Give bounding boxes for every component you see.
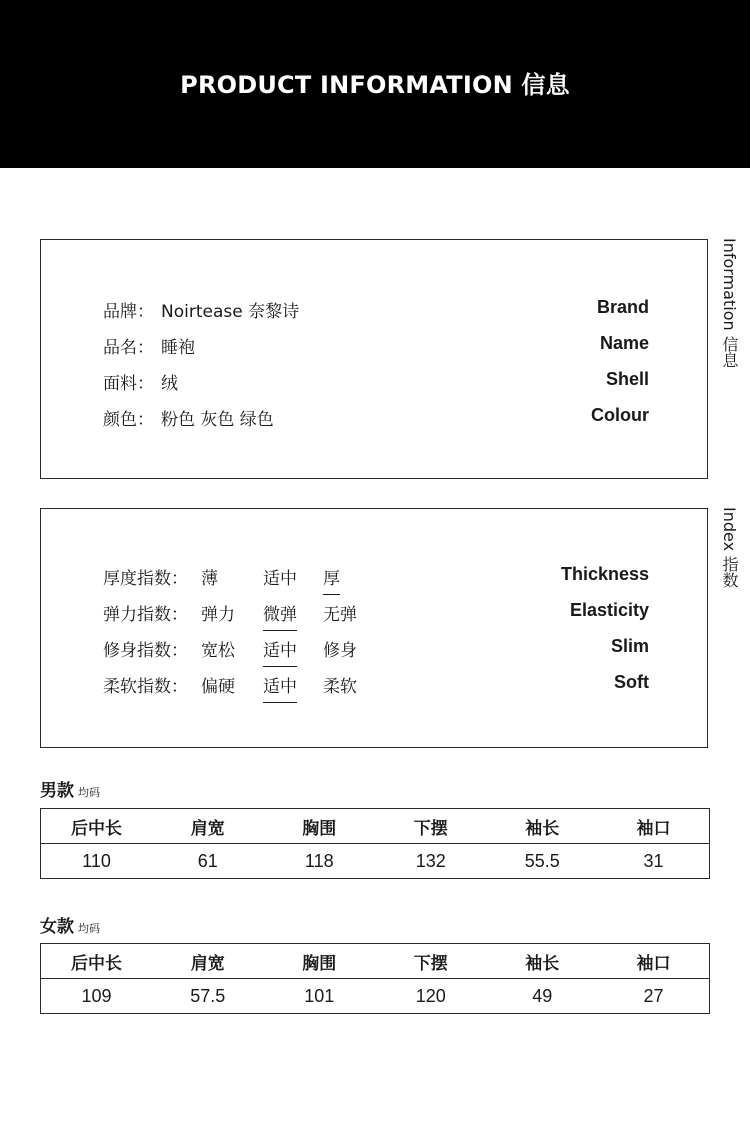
info-row-shell [103, 369, 649, 399]
info-label: 颜色： [103, 410, 154, 430]
index-option-selected: 厚 [323, 564, 340, 595]
table-row [41, 844, 710, 879]
index-side-label: Index 指数 [720, 507, 739, 589]
table-header-cell: 下摆 [375, 944, 487, 979]
info-label-en: Brand [596, 297, 649, 317]
table-header-cell: 后中长 [41, 944, 153, 979]
table-cell: 120 [375, 979, 487, 1014]
index-option-selected: 微弹 [263, 600, 297, 631]
women-size-table [40, 943, 710, 1014]
women-title: 女款 [40, 917, 74, 937]
index-option: 柔软 [323, 677, 357, 697]
table-header-cell: 肩宽 [152, 809, 264, 844]
men-section-title [40, 776, 100, 801]
index-label-en: Soft [614, 672, 649, 692]
index-option-selected: 适中 [263, 672, 297, 703]
table-header-cell: 胸围 [264, 944, 376, 979]
info-value: 粉色 灰色 绿色 [161, 410, 274, 430]
info-row-colour [103, 405, 649, 435]
index-row-thickness [103, 564, 649, 594]
info-row-brand [103, 297, 649, 327]
men-size-table [40, 808, 710, 879]
info-label-en: Name [599, 333, 649, 353]
index-label: 弹力指数： [103, 605, 188, 625]
page-title: PRODUCT INFORMATION 信息 [180, 70, 570, 99]
info-label: 面料： [103, 374, 154, 394]
index-label-en: Slim [610, 636, 649, 656]
table-cell: 27 [598, 979, 710, 1014]
table-header-row [41, 809, 710, 844]
table-row [41, 979, 710, 1014]
index-row-elasticity [103, 600, 649, 630]
index-label: 修身指数： [103, 641, 188, 661]
info-value: 睡袍 [161, 338, 195, 358]
table-cell: 57.5 [152, 979, 264, 1014]
info-row-name [103, 333, 649, 363]
info-value: 绒 [161, 374, 178, 394]
women-section-title [40, 912, 100, 937]
men-title: 男款 [40, 781, 74, 801]
table-header-row [41, 944, 710, 979]
index-option: 偏硬 [201, 677, 235, 697]
table-cell: 132 [375, 844, 487, 879]
men-subtitle: 均码 [78, 786, 100, 799]
info-label: 品牌： [103, 302, 154, 322]
women-subtitle: 均码 [78, 922, 100, 935]
index-option-selected: 适中 [263, 636, 297, 667]
info-value: Noirtease 奈黎诗 [161, 302, 300, 322]
index-option: 宽松 [201, 641, 235, 661]
index-label-en: Elasticity [569, 600, 649, 620]
info-side-label: Information 信息 [720, 238, 739, 368]
index-option: 薄 [201, 569, 218, 589]
info-label: 品名： [103, 338, 154, 358]
table-header-cell: 袖长 [487, 944, 599, 979]
table-cell: 101 [264, 979, 376, 1014]
table-header-cell: 袖长 [487, 809, 599, 844]
index-option: 弹力 [201, 605, 235, 625]
index-option: 修身 [323, 641, 357, 661]
info-label-en: Colour [591, 405, 649, 425]
index-label-en: Thickness [560, 564, 649, 584]
table-cell: 61 [152, 844, 264, 879]
info-label-en: Shell [605, 369, 649, 389]
table-cell: 55.5 [487, 844, 599, 879]
table-cell: 109 [41, 979, 153, 1014]
header-banner [0, 0, 750, 168]
index-label: 厚度指数： [103, 569, 188, 589]
index-row-soft [103, 672, 649, 702]
table-cell: 49 [487, 979, 599, 1014]
index-box [40, 508, 708, 748]
table-header-cell: 袖口 [598, 944, 710, 979]
table-cell: 31 [598, 844, 710, 879]
table-header-cell: 下摆 [375, 809, 487, 844]
table-header-cell: 后中长 [41, 809, 153, 844]
table-header-cell: 袖口 [598, 809, 710, 844]
index-label: 柔软指数： [103, 677, 188, 697]
index-row-slim [103, 636, 649, 666]
table-cell: 118 [264, 844, 376, 879]
table-header-cell: 肩宽 [152, 944, 264, 979]
info-box [40, 239, 708, 479]
table-cell: 110 [41, 844, 153, 879]
index-option: 适中 [263, 569, 297, 589]
index-option: 无弹 [323, 605, 357, 625]
table-header-cell: 胸围 [264, 809, 376, 844]
